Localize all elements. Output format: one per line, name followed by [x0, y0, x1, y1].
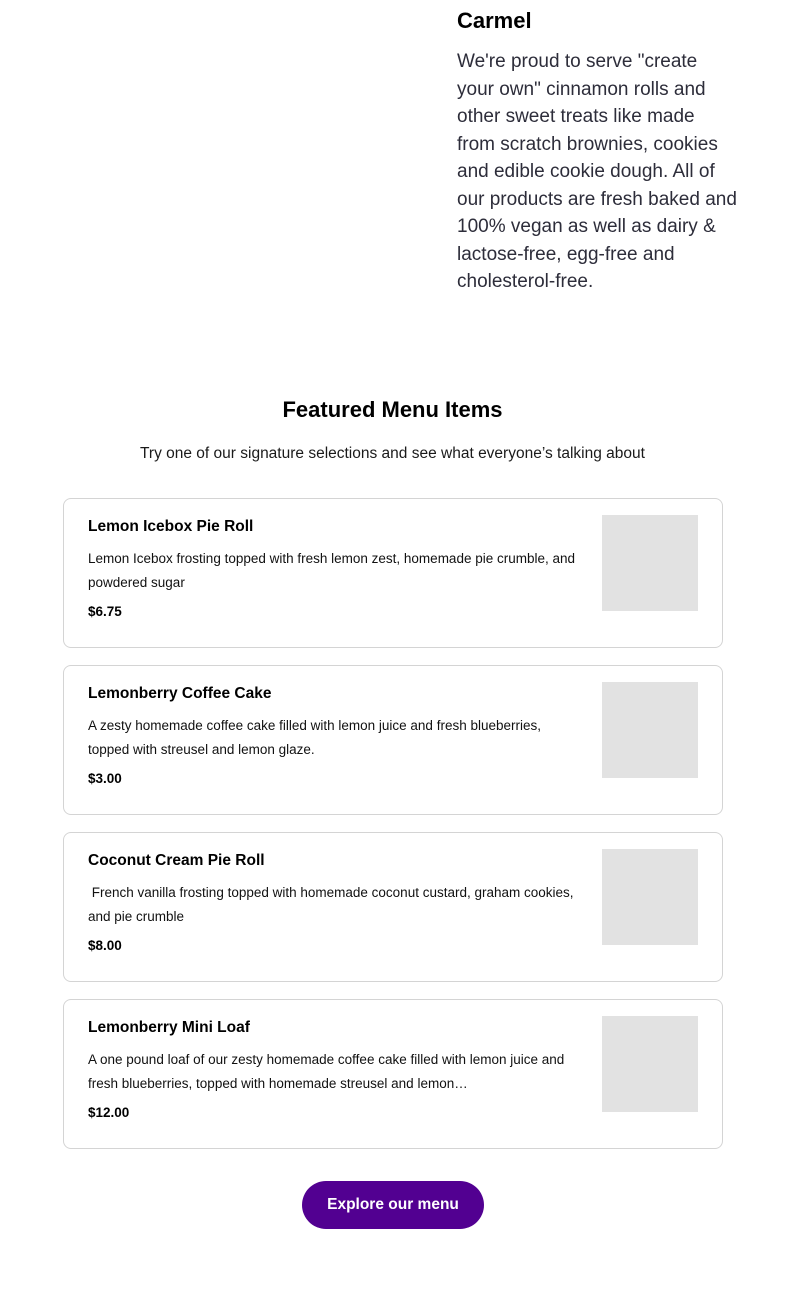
menu-item-image [602, 1016, 698, 1112]
menu-item-description: Lemon Icebox frosting topped with fresh lemon zest, homemade pie crumble, and powdered sugar [88, 551, 579, 590]
menu-item-image [602, 515, 698, 611]
menu-item-image [602, 682, 698, 778]
menu-item-price: $3.00 [88, 771, 122, 786]
menu-item-name: Lemonberry Mini Loaf [88, 1019, 250, 1036]
menu-item-name: Lemonberry Coffee Cake [88, 685, 272, 702]
menu-item-price: $12.00 [88, 1105, 130, 1120]
menu-item-price: $8.00 [88, 938, 122, 953]
menu-item-card[interactable] [63, 999, 723, 1149]
featured-menu-list [63, 498, 723, 1166]
store-description: We're proud to serve "create your own" cinnamon rolls and other sweet treats like made from scratch brownies, cookies and edible cookie dough. All of our products are fresh baked and 100% vegan as well as dairy & lactose-free, egg-free and cholesterol-free. [457, 51, 737, 292]
menu-item-description: A one pound loaf of our zesty homemade coffee cake filled with lemon juice and fresh blueberries, topped with homemade streusel and lemon… [88, 1052, 569, 1091]
menu-item-price: $6.75 [88, 604, 122, 619]
menu-item-name: Lemon Icebox Pie Roll [88, 518, 254, 535]
explore-menu-button[interactable]: Explore our menu [302, 1181, 484, 1229]
store-about-section [457, 0, 737, 296]
menu-item-card[interactable] [63, 832, 723, 982]
featured-menu-subtitle: Try one of our signature selections and see what everyone’s talking about [140, 445, 645, 462]
menu-item-card[interactable] [63, 498, 723, 648]
store-location-title: Carmel [457, 8, 532, 33]
menu-item-card[interactable] [63, 665, 723, 815]
menu-item-image [602, 849, 698, 945]
menu-item-description: A zesty homemade coffee cake filled with lemon juice and fresh blueberries, topped with streusel and lemon glaze. [88, 718, 545, 757]
menu-item-name: Coconut Cream Pie Roll [88, 852, 265, 869]
featured-menu-title: Featured Menu Items [282, 397, 503, 422]
menu-item-description: French vanilla frosting topped with homemade coconut custard, graham cookies, and pie crumble [88, 885, 578, 924]
